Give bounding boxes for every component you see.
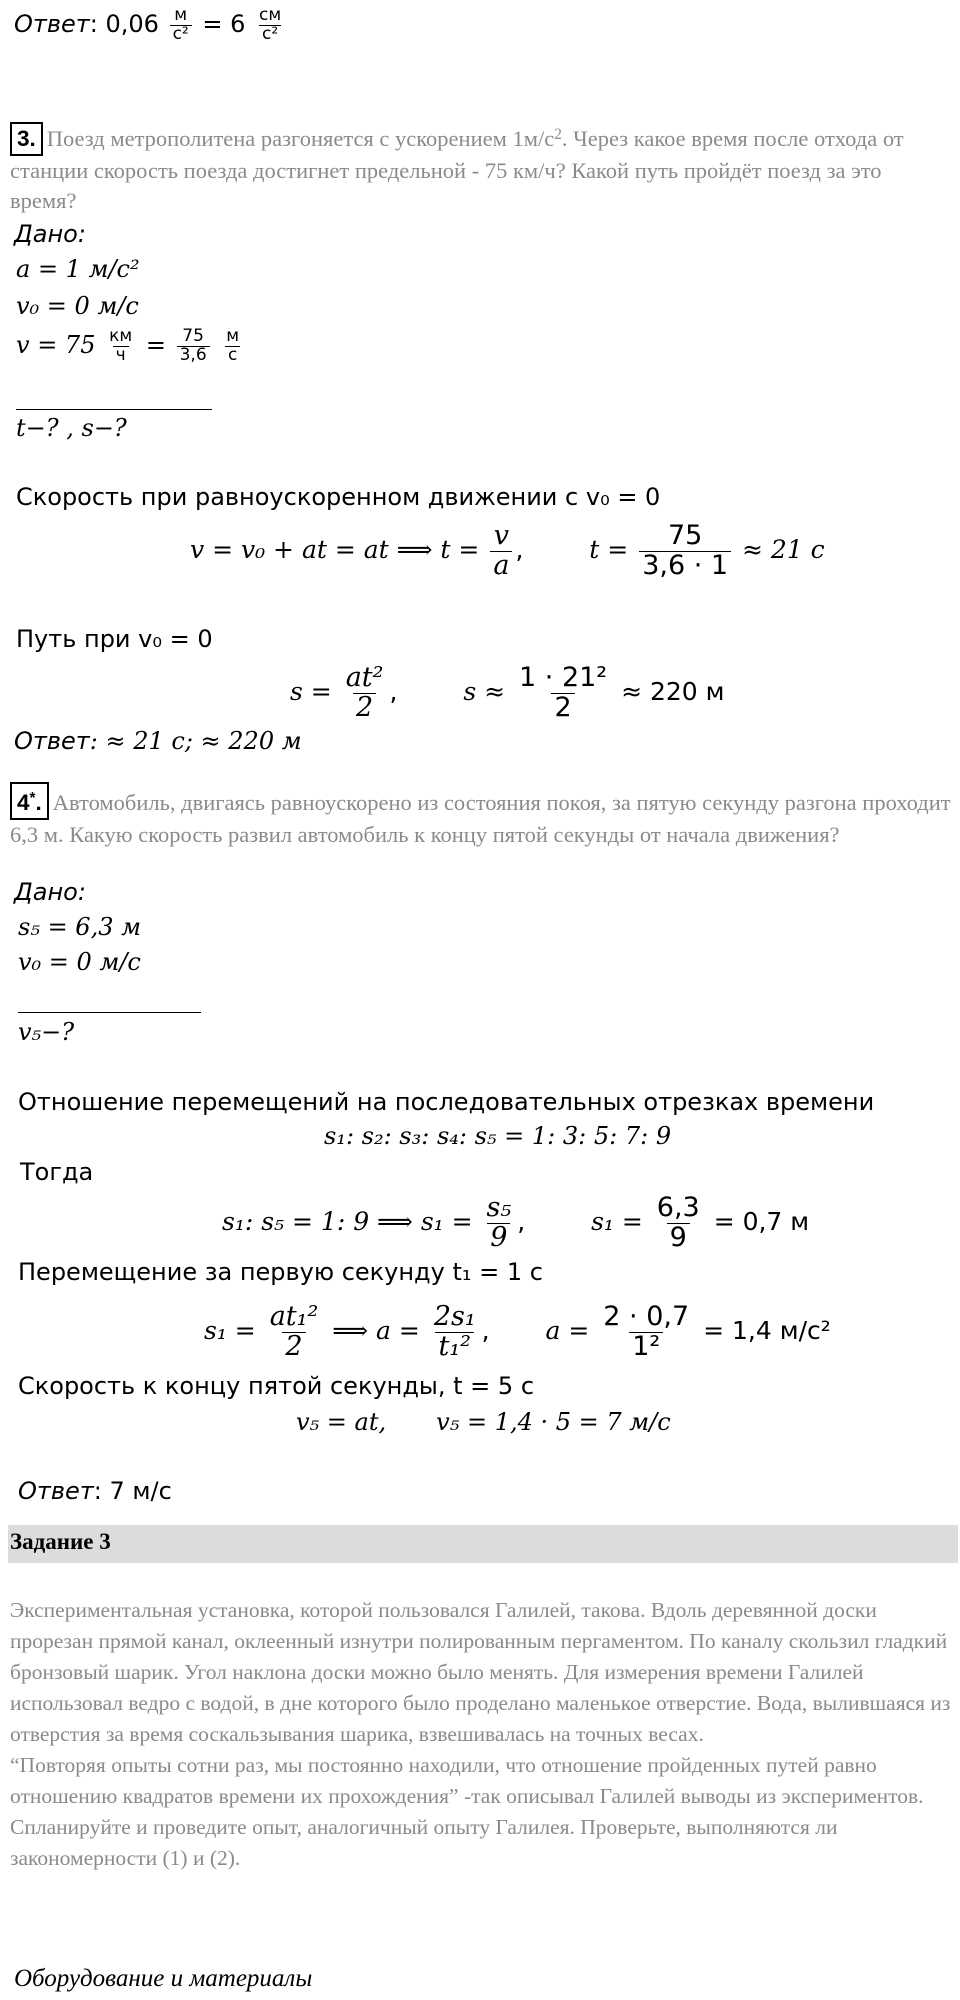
find-line: t−? , s−? <box>16 414 127 442</box>
equation: s₁ = $\frac{\text{at₁²}}{2}$ ⟹ a = $\frac{\text{2s₁}}{\text{t₁²}}$ , a = $\frac{2 \cdot 0,7}{\text{1²}}$ = 1,4 м/с² <box>204 1301 831 1362</box>
equation: s₁: s₅ = 1: 9 ⟹ s₁ = $\frac{\text{s₅}}{9}$ , s₁ = $\frac{6,3}{9}$ = 0,7 м <box>222 1192 810 1253</box>
solution-text: Перемещение за первую секунду t₁ = 1 с <box>18 1258 543 1286</box>
solution-text: Скорость при равноускоренном движении с v₀ = 0 <box>16 483 661 511</box>
answer-top: Ответ: 0,06 $\frac{м}{\text{с²}}$ = 6 $\frac{см}{\text{с²}}$ <box>14 4 287 44</box>
answer-label: Ответ <box>14 10 90 38</box>
solution-text: Скорость к концу пятой секунды, t = 5 с <box>18 1372 535 1400</box>
equation: s = $\frac{\text{at²}}{2}$ , s ≈ $\frac{\text{1 · 21²}}{2}$ ≈ 220 м <box>290 662 725 723</box>
ratio-line: s₁: s₂: s₃: s₄: s₅ = 1: 3: 5: 7: 9 <box>324 1122 672 1150</box>
task-paragraph: Экспериментальная установка, которой пользовался Галилей, такова. Вдоль деревянной доски прорезан прямой канал, оклеенный изнутри полированным пергаментом. По каналу скользил гладкий бронзовый шарик. Угол наклона доски можно было менять. Для измерения времени Галилей использовал ведро с водой, в дне которого было проделано маленькое отверстие. Вода, вылившаяся из отверстия за время соскальзывания шарика, взвешивалась на точных весах. “Повторяя опыты сотни раз, мы постоянно находили, что отношение пройденных путей равно отношению квадратов времени их прохождения” -так описывал Галилей выводы из экспериментов. Спланируйте и проведите опыт, аналогичный опыту Галилея. Проверьте, выполняются ли закономерности (1) и (2). <box>10 1598 951 1870</box>
solution-text: Тогда <box>20 1158 94 1186</box>
solution-text: Отношение перемещений на последовательных отрезках времени <box>18 1088 875 1116</box>
given-line: v₀ = 0 м/с <box>16 292 139 320</box>
fraction: $\frac{м}{\text{с²}}$ <box>170 7 192 44</box>
equipment-heading: Оборудование и материалы <box>14 1965 313 1992</box>
fraction: $\frac{см}{\text{с²}}$ <box>259 4 282 44</box>
given-line: a = 1 м/с² <box>16 255 140 283</box>
find-line: v₅−? <box>18 1018 75 1046</box>
given-label: Дано: <box>14 878 86 906</box>
given-divider <box>16 409 212 410</box>
equation: v = v₀ + at = at ⟹ t = $\frac{v}{a}$ , t = $\frac{75}{3,6 \cdot 1}$ ≈ 21 с <box>190 520 825 581</box>
task-heading: Задание 3 <box>10 1529 111 1554</box>
task-heading-bar <box>8 1525 958 1563</box>
problem-3-text: 3. Поезд метрополитена разгоняется с ускорением $1м/с^2$. Через какое время после отхода от станции скорость поезда достигнет предельной - 75 км/ч? Какой путь пройдёт поезд за это время? <box>10 120 945 216</box>
given-divider <box>18 1012 201 1013</box>
answer-line: Ответ: ≈ 21 с; ≈ 220 м <box>14 727 302 755</box>
given-label: Дано: <box>14 220 86 248</box>
answer-value: 0,06 <box>105 10 159 38</box>
problem-number: 3. <box>10 122 43 156</box>
equation: v₅ = at, v₅ = 1,4 · 5 = 7 м/с <box>296 1408 671 1436</box>
problem-4-text: 4*. Автомобиль, двигаясь равноускорено из состояния покоя, за пятую секунду разгона проходит 6,3 м. Какую скорость развил автомобиль к концу пятой секунды от начала движения? <box>10 782 955 850</box>
problem-number: 4*. <box>10 782 49 820</box>
given-line: v = 75 $\frac{км}{ч}$ = $\frac{75}{3,6}$ $\frac{м}{с}$ <box>16 325 240 365</box>
given-line: s₅ = 6,3 м <box>18 913 141 941</box>
answer-line: Ответ: 7 м/с <box>18 1477 172 1505</box>
solution-text: Путь при v₀ = 0 <box>16 625 213 653</box>
given-line: v₀ = 0 м/с <box>18 948 141 976</box>
